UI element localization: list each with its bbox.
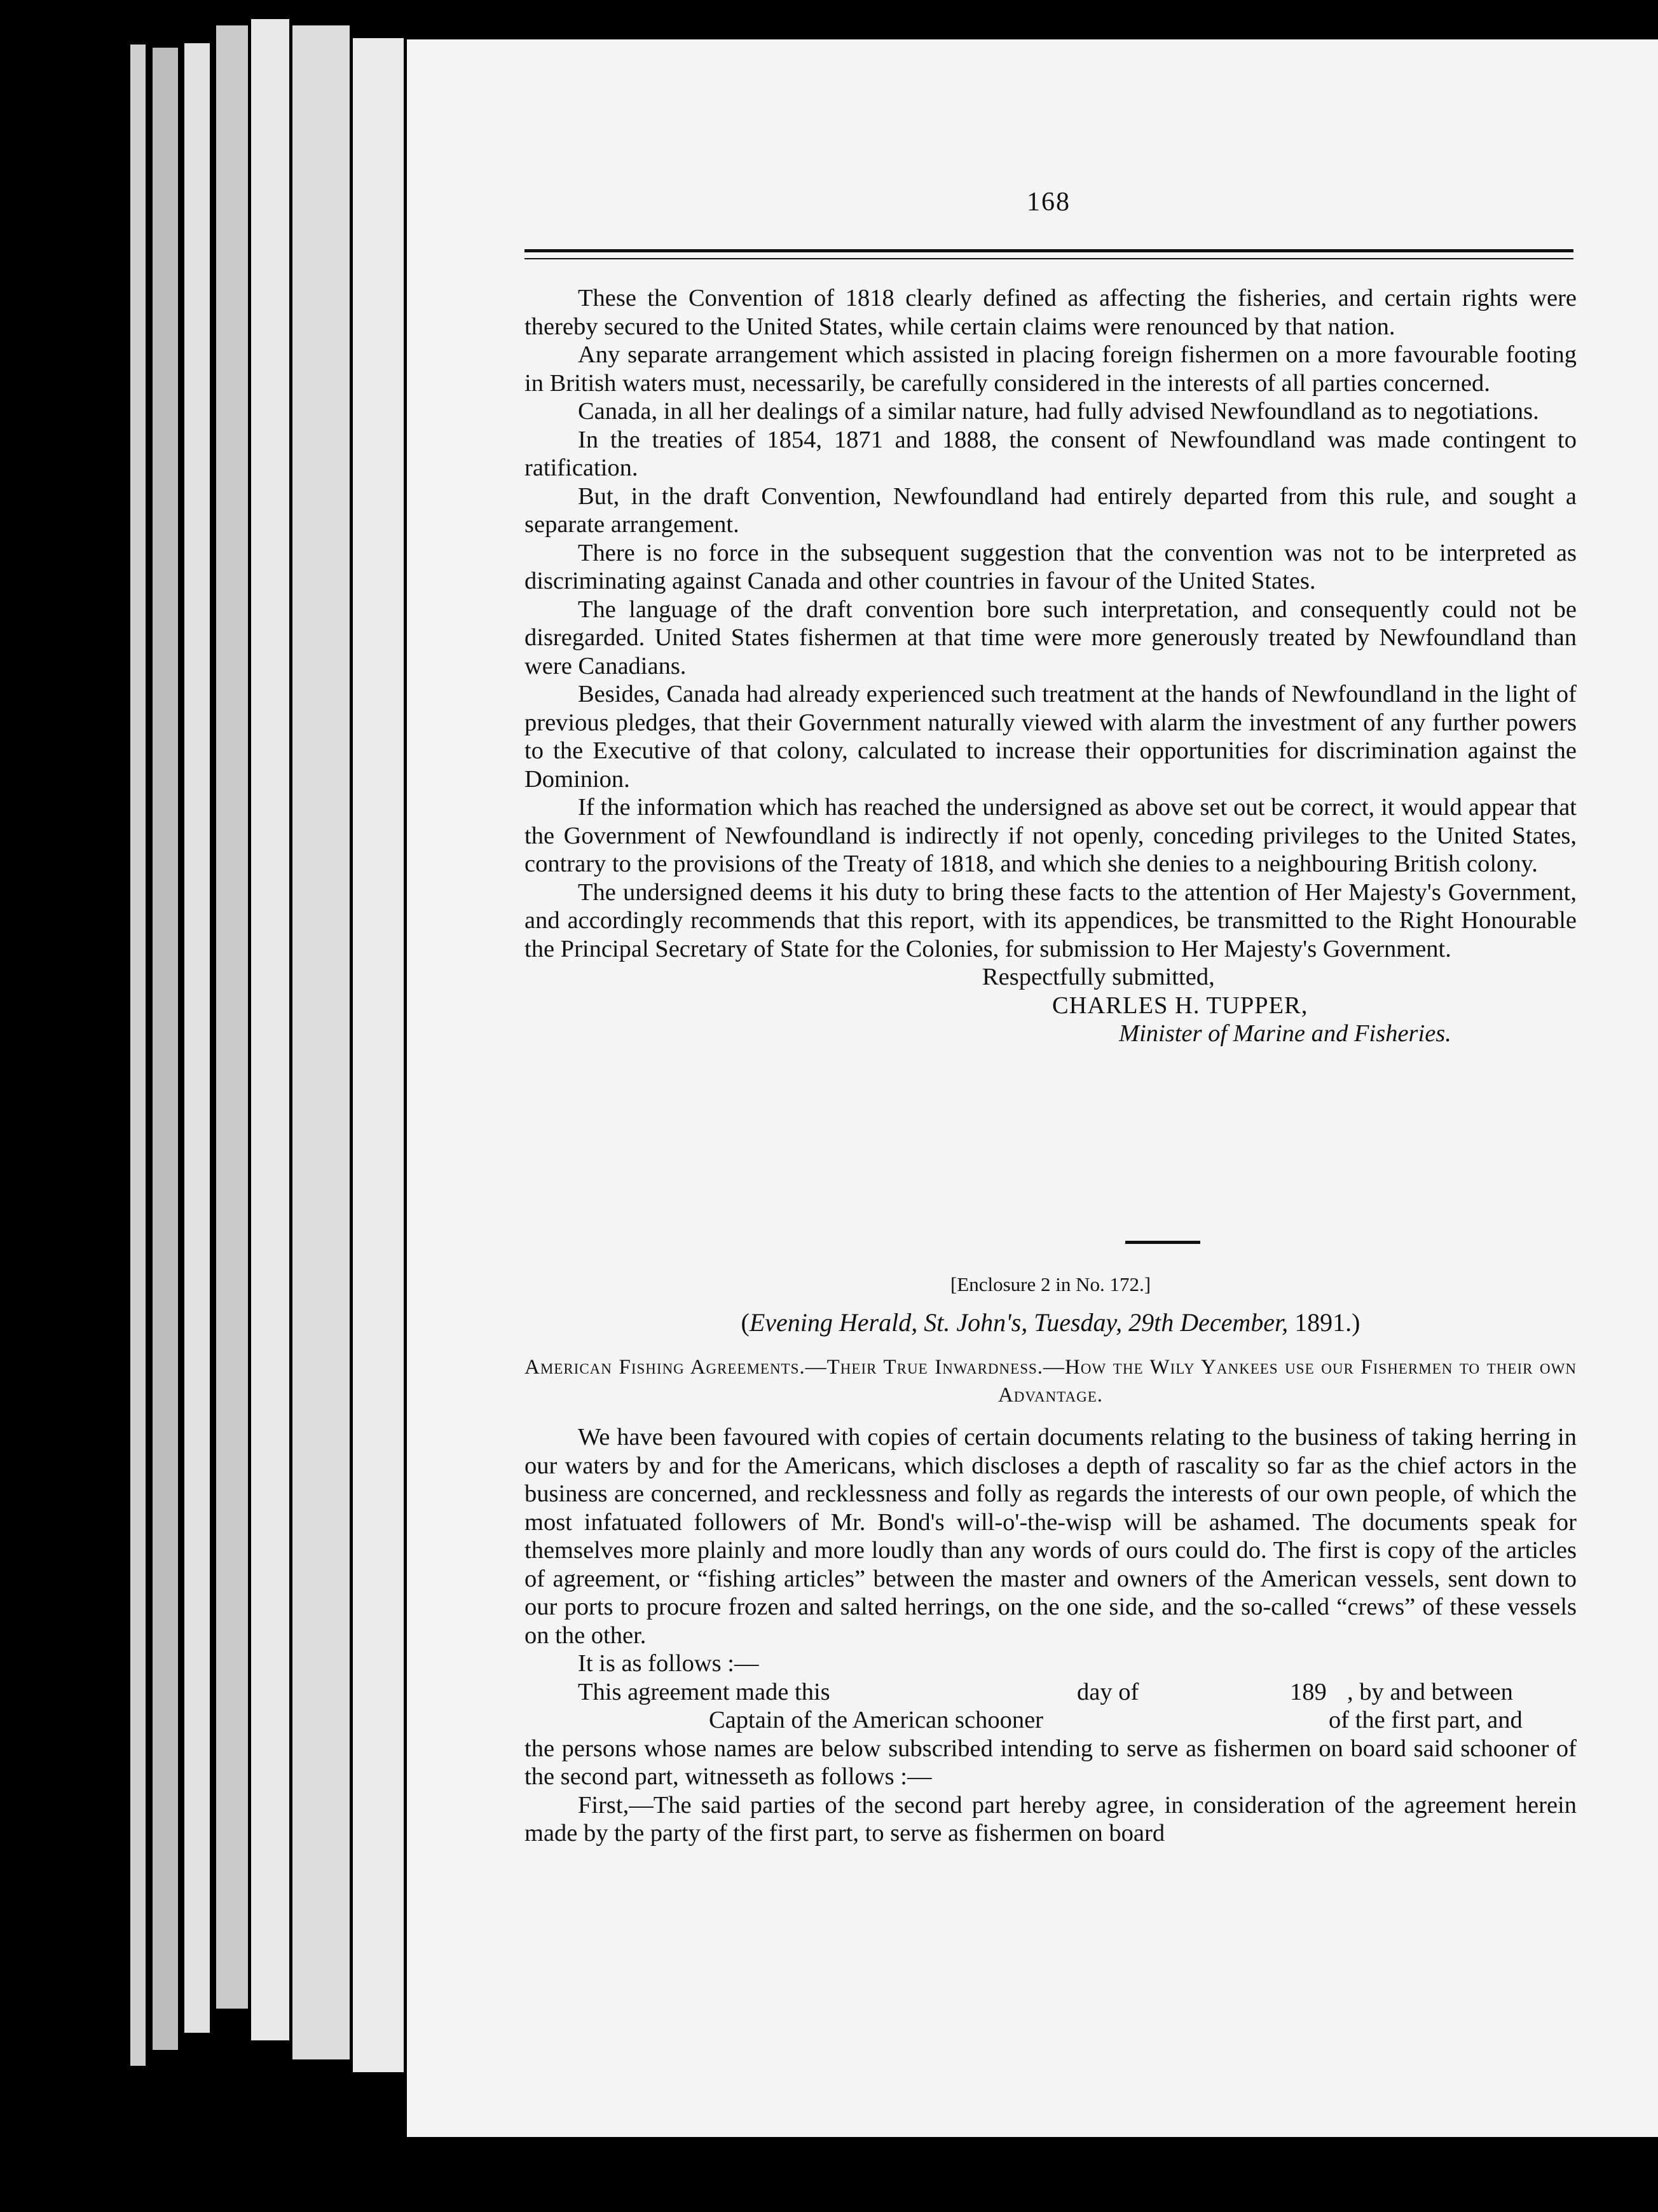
form-text: Captain of the American schooner — [709, 1707, 1043, 1733]
page-edge — [153, 48, 178, 2050]
signature-title: Minister of Marine and Fisheries. — [1119, 1020, 1451, 1047]
page-edge — [251, 19, 289, 2040]
signature-closing: Respectfully submitted, — [982, 964, 1215, 990]
enclosure-section — [524, 1269, 1577, 1848]
paragraph: The language of the draft convention bore such interpretation, and consequently could not be disregarded. United States fishermen at that time were more generously treated by Newfoundland than were Canadians. — [524, 596, 1577, 679]
paragraph: But, in the draft Convention, Newfoundland had entirely departed from this rule, and sought a separate arrangement. — [524, 482, 1577, 538]
document-page — [407, 39, 1658, 2137]
paragraph: In the treaties of 1854, 1871 and 1888, the consent of Newfoundland was made contingent to ratification. — [524, 426, 1577, 481]
source-date: 29th December, — [1128, 1308, 1289, 1337]
article-headline: American Fishing Agreements.—Their True Inwardness.—How the Wily Yankees use our Fishermen to their own Advantage. — [524, 1356, 1577, 1407]
source-line — [524, 1305, 1577, 1341]
source-open: ( — [741, 1308, 750, 1337]
form-line-2 — [524, 1706, 1577, 1735]
page-edge — [216, 25, 248, 2009]
paragraph: It is as follows :— — [578, 1650, 759, 1677]
page-number: 168 — [1027, 188, 1071, 217]
form-line-1 — [524, 1678, 1577, 1707]
paragraph: Canada, in all her dealings of a similar nature, had fully advised Newfoundland as to negotiations. — [578, 398, 1539, 425]
source-year: 1891.) — [1294, 1308, 1360, 1337]
signature-block — [524, 963, 1577, 1048]
form-text: of the first part, and — [1329, 1707, 1523, 1733]
paragraph: Besides, Canada had already experienced such treatment at the hands of Newfoundland in the light of previous pledges, that their Government naturally viewed with alarm the investment of any further powers to the Executive of that colony, calculated to increase their opportunities for discrimination against the Dominion. — [524, 681, 1577, 793]
paragraph: If the information which has reached the undersigned as above set out be correct, it would appear that the Government of Newfoundland is indirectly if not openly, conceding privileges to the United States, contrary to the provisions of the Treaty of 1818, and which she denies to a neighbouring British colony. — [524, 794, 1577, 877]
page-edge — [184, 43, 210, 2033]
paragraph: These the Convention of 1818 clearly defined as affecting the fisheries, and certain rights were thereby secured to the United States, while certain claims were renounced by that nation. — [524, 285, 1577, 340]
header-rule — [524, 249, 1573, 252]
form-text: , by and between — [1347, 1678, 1513, 1705]
section-divider — [1125, 1241, 1200, 1244]
form-text: This agreement made this — [578, 1678, 830, 1705]
paragraph: The undersigned deems it his duty to bring these facts to the attention of Her Majesty's Government, and accordingly recommends that this report, with its appendices, be transmitted to the Right Honourable the Principal Secretary of State for the Colonies, for submission to Her Majesty's Government. — [524, 878, 1577, 962]
paragraph: There is no force in the subsequent suggestion that the convention was not to be interpreted as discriminating against Canada and other countries in favour of the United States. — [524, 539, 1577, 594]
form-text: 189 — [1290, 1678, 1327, 1705]
form-line-rest: the persons whose names are below subscribed intending to serve as fishermen on board said schooner of the second part, witnesseth as follows :— — [524, 1735, 1577, 1790]
agreement-form — [524, 1678, 1577, 1791]
report-body — [524, 284, 1577, 1048]
signature-name: CHARLES H. TUPPER, — [1052, 992, 1308, 1019]
form-text: day of — [1077, 1678, 1139, 1705]
paragraph: Any separate arrangement which assisted in placing foreign fishermen on a more favourable footing in British waters must, necessarily, be carefully considered in the interests of all parties concerned. — [524, 341, 1577, 397]
enclosure-label: [Enclosure 2 in No. 172.] — [950, 1273, 1151, 1295]
page-edge — [292, 25, 350, 2059]
source-paper: Evening Herald, St. John's, Tuesday, — [749, 1308, 1123, 1337]
page-edge — [353, 38, 404, 2072]
header-rule-thin — [524, 258, 1573, 259]
paragraph: We have been favoured with copies of certain documents relating to the business of taking herring in our waters by and for the Americans, which discloses a depth of rascality so far as the chief actors in the business are concerned, and recklessness and folly as regards the interests of our own people, of which the most infatuated followers of Mr. Bond's will-o'-the-wisp will be ashamed. The documents speak for themselves more plainly and more loudly than any words of ours could do. The first is copy of the articles of agreement, or “fishing articles” between the master and owners of the American vessels, sent down to our ports to procure frozen and salted herrings, on the one side, and the so-called “crews” of these vessels on the other. — [524, 1424, 1577, 1649]
page-edge — [130, 44, 146, 2066]
paragraph: First,—The said parties of the second part hereby agree, in consideration of the agreement herein made by the party of the first part, to serve as fishermen on board — [524, 1791, 1577, 1847]
